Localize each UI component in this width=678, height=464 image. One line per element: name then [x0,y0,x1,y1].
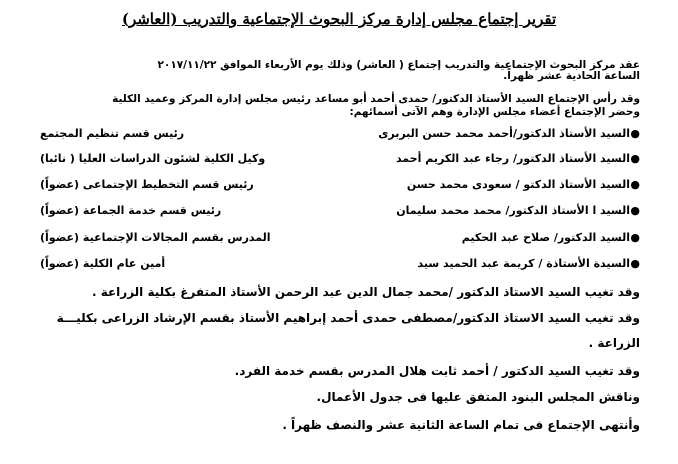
member-name: السيدة الأستاذة / كريمة عبد الحميد سيد [417,257,630,270]
list-item [40,204,640,220]
absence-line-3: وقد تغيب السيد الدكتور / أحمد ثابت هلال المدرس بقسم خدمة الفرد. [234,364,640,378]
bullet-icon: ● [630,127,640,140]
bullet-icon: ● [630,257,640,270]
member-role: المدرس بقسم المجالات الإجتماعية (عضواً) [40,231,271,244]
member-name: السيد الأستاذ الدكتو / سعودى محمد حسن [406,178,630,191]
list-item [40,127,640,143]
intro-line-3: وقد رأس الإجتماع السيد الأستاذ الدكتور/ حمدى أحمد أبو مساعد رئيس مجلس إدارة المركز وعميد الكلية [112,93,640,105]
intro-line-2: الساعة الحادية عشر ظهراً. [503,70,640,82]
bullet-icon: ● [630,178,640,191]
bullet-icon: ● [630,231,640,244]
member-role: رئيس قسم التخطيط الإجتماعى (عضواً) [40,178,254,191]
intro-line-4: وحضر الإجتماع أعضاء مجلس الإدارة وهم الآتى أسمائهم: [349,106,640,118]
list-item [40,231,640,247]
member-name: السيد الدكتور/ صلاح عبد الحكيم [461,231,630,244]
bullet-icon: ● [630,204,640,217]
absence-line-2: وقد تغيب السيد الاستاذ الدكتور/مصطفى حمدى أحمد إبراهيم الأستاذ بقسم الإرشاد الزراعى بكليـــة [56,311,640,325]
list-item [40,152,640,168]
closing-line: وأنتهى الإجتماع فى تمام الساعة الثانية عشر والنصف ظهراً . [282,418,640,432]
member-role: رئيس قسم خدمة الجماعة (عضواً) [40,204,222,217]
member-name: السيد الأستاذ الدكتور/أحمد محمد حسن البربرى [378,127,630,140]
member-role: وكيل الكلية لشئون الدراسات العليا ( نائبا) [40,152,266,165]
intro-line-1: عقد مركز البحوث الإجتماعية والتدريب إجتماع ( العاشر) وذلك يوم الأربعاء الموافق ٢٠١٧/١١/٢٢ [157,59,640,71]
absence-line-1: وقد تغيب السيد الاستاذ الدكتور /محمد جمال الدين عبد الرحمن الأستاذ المتفرغ بكلية الزراعة . [91,285,640,299]
bullet-icon: ● [630,152,640,165]
agenda-line: وناقش المجلس البنود المتفق عليها فى جدول الأعمال. [316,390,640,404]
absence-line-2-cont: الزراعة . [588,336,640,350]
list-item [40,257,640,273]
member-name: السيد الأستاذ الدكتور/ رجاء عبد الكريم أحمد [395,152,630,165]
list-item [40,178,640,194]
member-name: السيد ا الأستاذ الدكتور/ محمد محمد سليمان [396,204,630,217]
member-role: أمين عام الكلية (عضواً) [40,257,166,270]
member-role: رئيس قسم تنظيم المجتمع [40,127,185,140]
page-title: تقرير إجتماع مجلس إدارة مركز البحوث الإجتماعية والتدريب (العاشر) [121,10,557,28]
